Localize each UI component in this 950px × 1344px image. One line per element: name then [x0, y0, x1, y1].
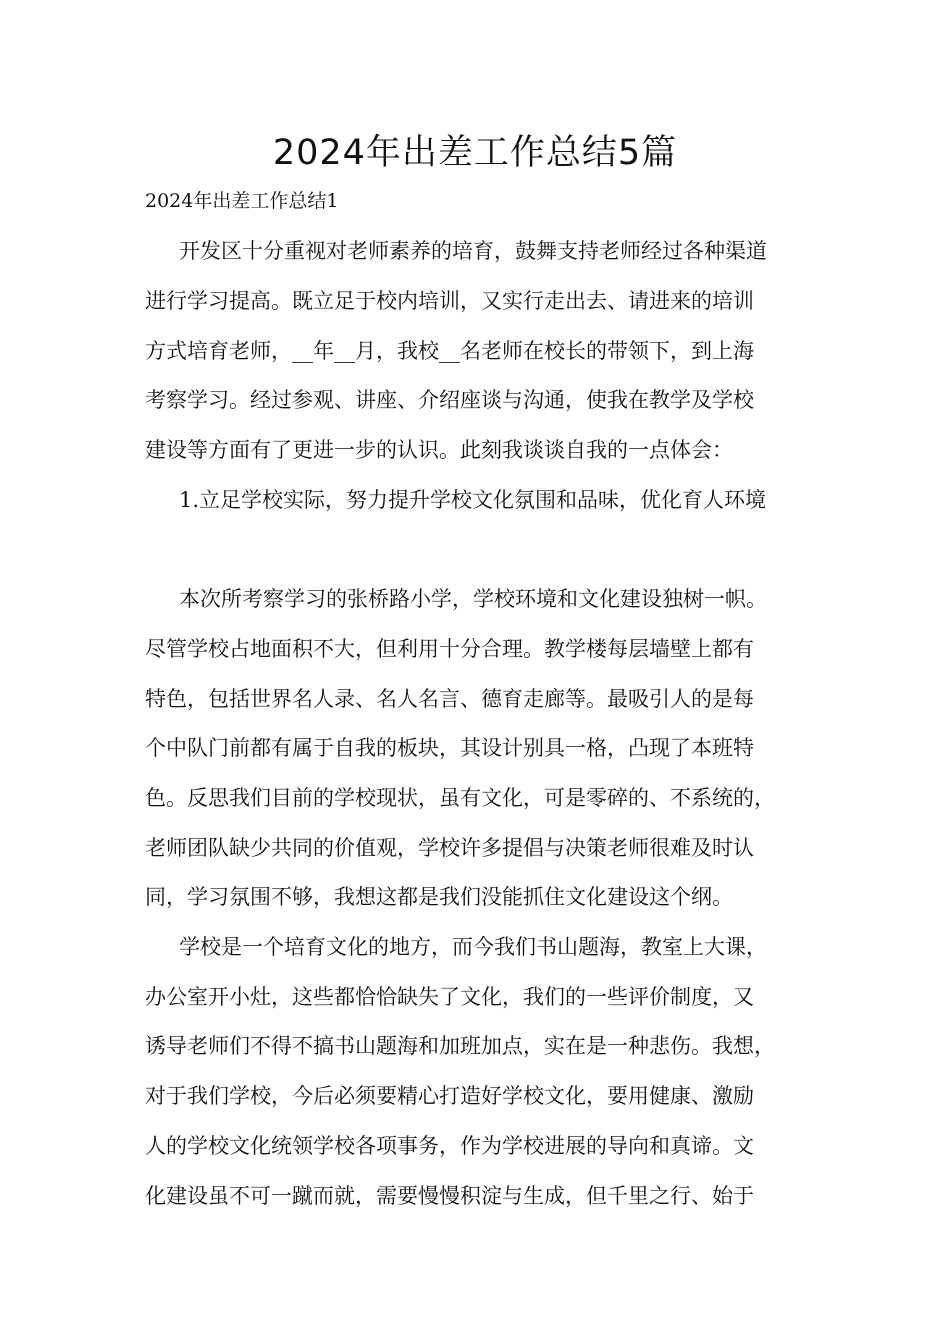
document-title: 2024年出差工作总结5篇 — [272, 133, 678, 173]
paragraph-line: 化建设虽不可一蹴而就，需要慢慢积淀与生成，但千里之行、始于 — [145, 1184, 754, 1208]
paragraph-line: 进行学习提高。既立足于校内培训，又实行走出去、请进来的培训 — [145, 289, 754, 313]
paragraph-line: 同，学习氛围不够，我想这都是我们没能抓住文化建设这个纲。 — [145, 885, 733, 909]
section-heading: 2024年出差工作总结1 — [145, 190, 339, 212]
paragraph-line: 诱导老师们不得不搞书山题海和加班加点，实在是一种悲伤。我想， — [145, 1034, 775, 1058]
paragraph-line: 色。反思我们目前的学校现状，虽有文化，可是零碎的、不系统的， — [145, 786, 775, 810]
paragraph-line: 考察学习。经过参观、讲座、介绍座谈与沟通，使我在教学及学校 — [145, 388, 754, 412]
paragraph-line: 特色，包括世界名人录、名人名言、德育走廊等。最吸引人的是每 — [145, 687, 754, 711]
paragraph-line: 个中队门前都有属于自我的板块，其设计别具一格，凸现了本班特 — [145, 736, 754, 760]
numbered-point-line: 1.立足学校实际，努力提升学校文化氛围和品味，优化育人环境 — [179, 488, 767, 512]
paragraph-line: 办公室开小灶，这些都恰恰缺失了文化，我们的一些评价制度，又 — [145, 985, 754, 1009]
paragraph-line: 对于我们学校，今后必须要精心打造好学校文化，要用健康、激励 — [145, 1084, 754, 1108]
paragraph-line: 建设等方面有了更进一步的认识。此刻我谈谈自我的一点体会： — [145, 438, 733, 462]
paragraph-line: 本次所考察学习的张桥路小学，学校环境和文化建设独树一帜。 — [179, 587, 767, 611]
paragraph-line: 学校是一个培育文化的地方，而今我们书山题海，教室上大课， — [179, 935, 767, 959]
paragraph-line: 老师团队缺少共同的价值观，学校许多提倡与决策老师很难及时认 — [145, 836, 754, 860]
paragraph-line: 人的学校文化统领学校各项事务，作为学校进展的导向和真谛。文 — [145, 1134, 754, 1158]
paragraph-line: 尽管学校占地面积不大，但利用十分合理。教学楼每层墙壁上都有 — [145, 637, 754, 661]
paragraph-line: 开发区十分重视对老师素养的培育，鼓舞支持老师经过各种渠道 — [179, 239, 767, 263]
paragraph-line: 方式培育老师，__年__月，我校__名老师在校长的带领下，到上海 — [145, 339, 754, 363]
